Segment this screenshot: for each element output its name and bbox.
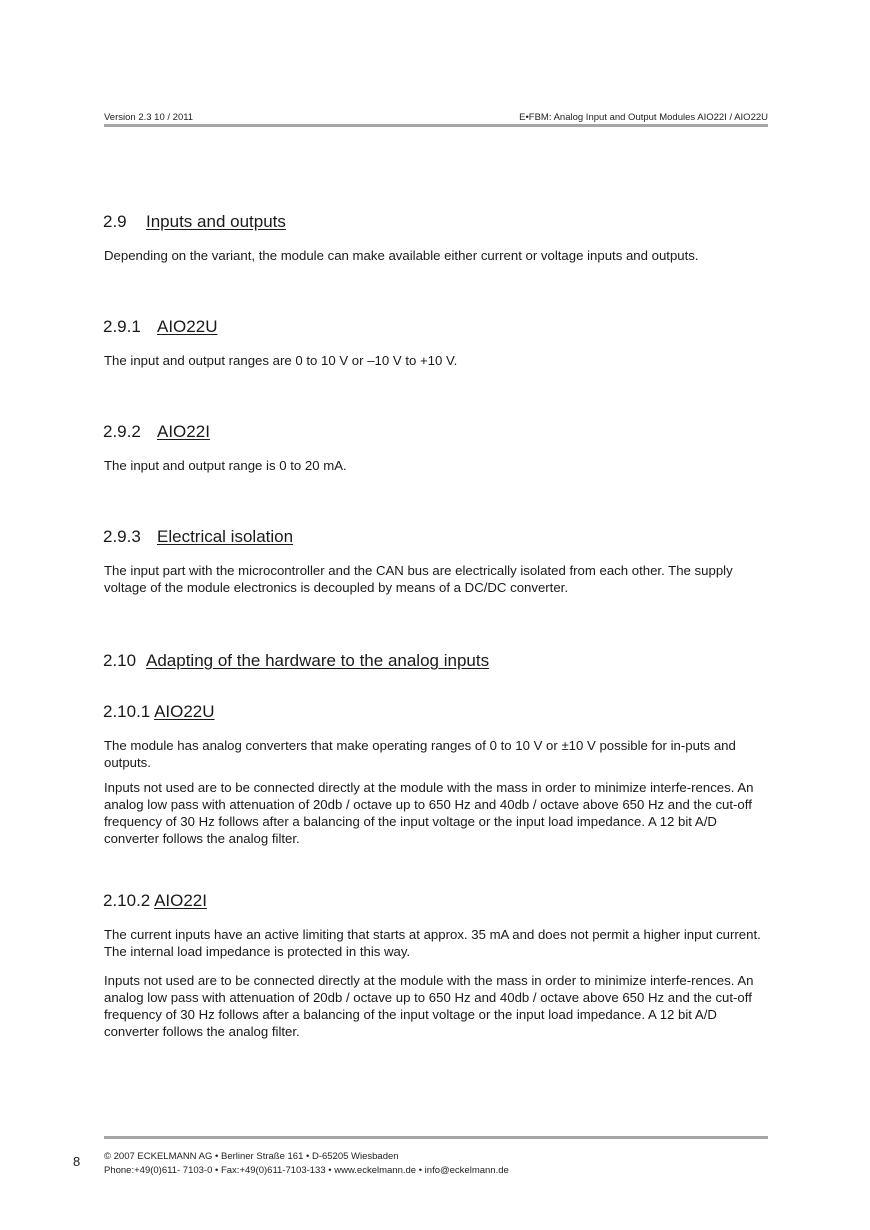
heading-title: AIO22U (154, 702, 215, 721)
paragraph: Inputs not used are to be connected directly at the module with the mass in order to minimize interfe-rences. An analog low pass with attenuation of 20db / octave up to 650 Hz and 40db / octave above 650 Hz and the cut-off frequency of 30 Hz follows after a balancing of the input voltage or the input load impedance. A 12 bit A/D converter follows the analog filter. (104, 780, 754, 846)
paragraph: The input and output ranges are 0 to 10 V or –10 V to +10 V. (104, 353, 458, 368)
heading-number: 2.10.1 (103, 702, 151, 721)
heading-title: AIO22I (154, 891, 207, 910)
header-doc-title: E•FBM: Analog Input and Output Modules AIO22I / AIO22U (519, 112, 768, 123)
heading-number: 2.9.1 (103, 317, 141, 336)
paragraph: Inputs not used are to be connected directly at the module with the mass in order to minimize interfe-rences. An analog low pass with attenuation of 20db / octave up to 650 Hz and 40db / octave above 650 Hz and the cut-off frequency of 30 Hz follows after a balancing of the input voltage or the input load impedance. A 12 bit A/D converter follows the analog filter. (104, 973, 754, 1039)
heading-title: Electrical isolation (157, 527, 294, 546)
paragraph: The input and output range is 0 to 20 mA. (104, 458, 347, 473)
heading-title: Inputs and outputs (146, 212, 286, 231)
paragraph: Depending on the variant, the module can make available either current or voltage inputs and outputs. (104, 248, 699, 263)
heading-number: 2.9.3 (103, 527, 141, 546)
heading-number: 2.10.2 (103, 891, 151, 910)
footer-contact: Phone:+49(0)611- 7103-0 • Fax:+49(0)611-7103-133 • www.eckelmann.de • info@eckelmann.de (104, 1165, 509, 1176)
heading-title: AIO22U (157, 317, 218, 336)
heading-title: Adapting of the hardware to the analog inputs (146, 651, 490, 670)
heading-2-9 (103, 212, 286, 232)
footer-rule (104, 1136, 768, 1139)
heading-2-9-3 (103, 527, 293, 547)
header-rule (104, 124, 768, 127)
heading-2-9-1 (103, 317, 217, 337)
paragraph: The input part with the microcontroller and the CAN bus are electrically isolated from each other. The supply voltage of the module electronics is decoupled by means of a DC/DC converter. (104, 563, 733, 595)
heading-2-10-2 (103, 891, 207, 911)
heading-2-10-1 (103, 702, 215, 722)
heading-2-9-2 (103, 422, 210, 442)
page-number: 8 (73, 1154, 81, 1169)
footer-address: © 2007 ECKELMANN AG • Berliner Straße 161 • D-65205 Wiesbaden (104, 1151, 399, 1162)
heading-number: 2.10 (103, 651, 137, 670)
paragraph: The module has analog converters that make operating ranges of 0 to 10 V or ±10 V possible for in-puts and outputs. (104, 738, 736, 770)
heading-number: 2.9.2 (103, 422, 141, 441)
paragraph: The current inputs have an active limiting that starts at approx. 35 mA and does not permit a higher input current. The internal load impedance is protected in this way. (104, 927, 761, 959)
heading-2-10 (103, 651, 489, 671)
header-version: Version 2.3 10 / 2011 (104, 112, 194, 123)
heading-number: 2.9 (103, 212, 127, 231)
heading-title: AIO22I (157, 422, 210, 441)
